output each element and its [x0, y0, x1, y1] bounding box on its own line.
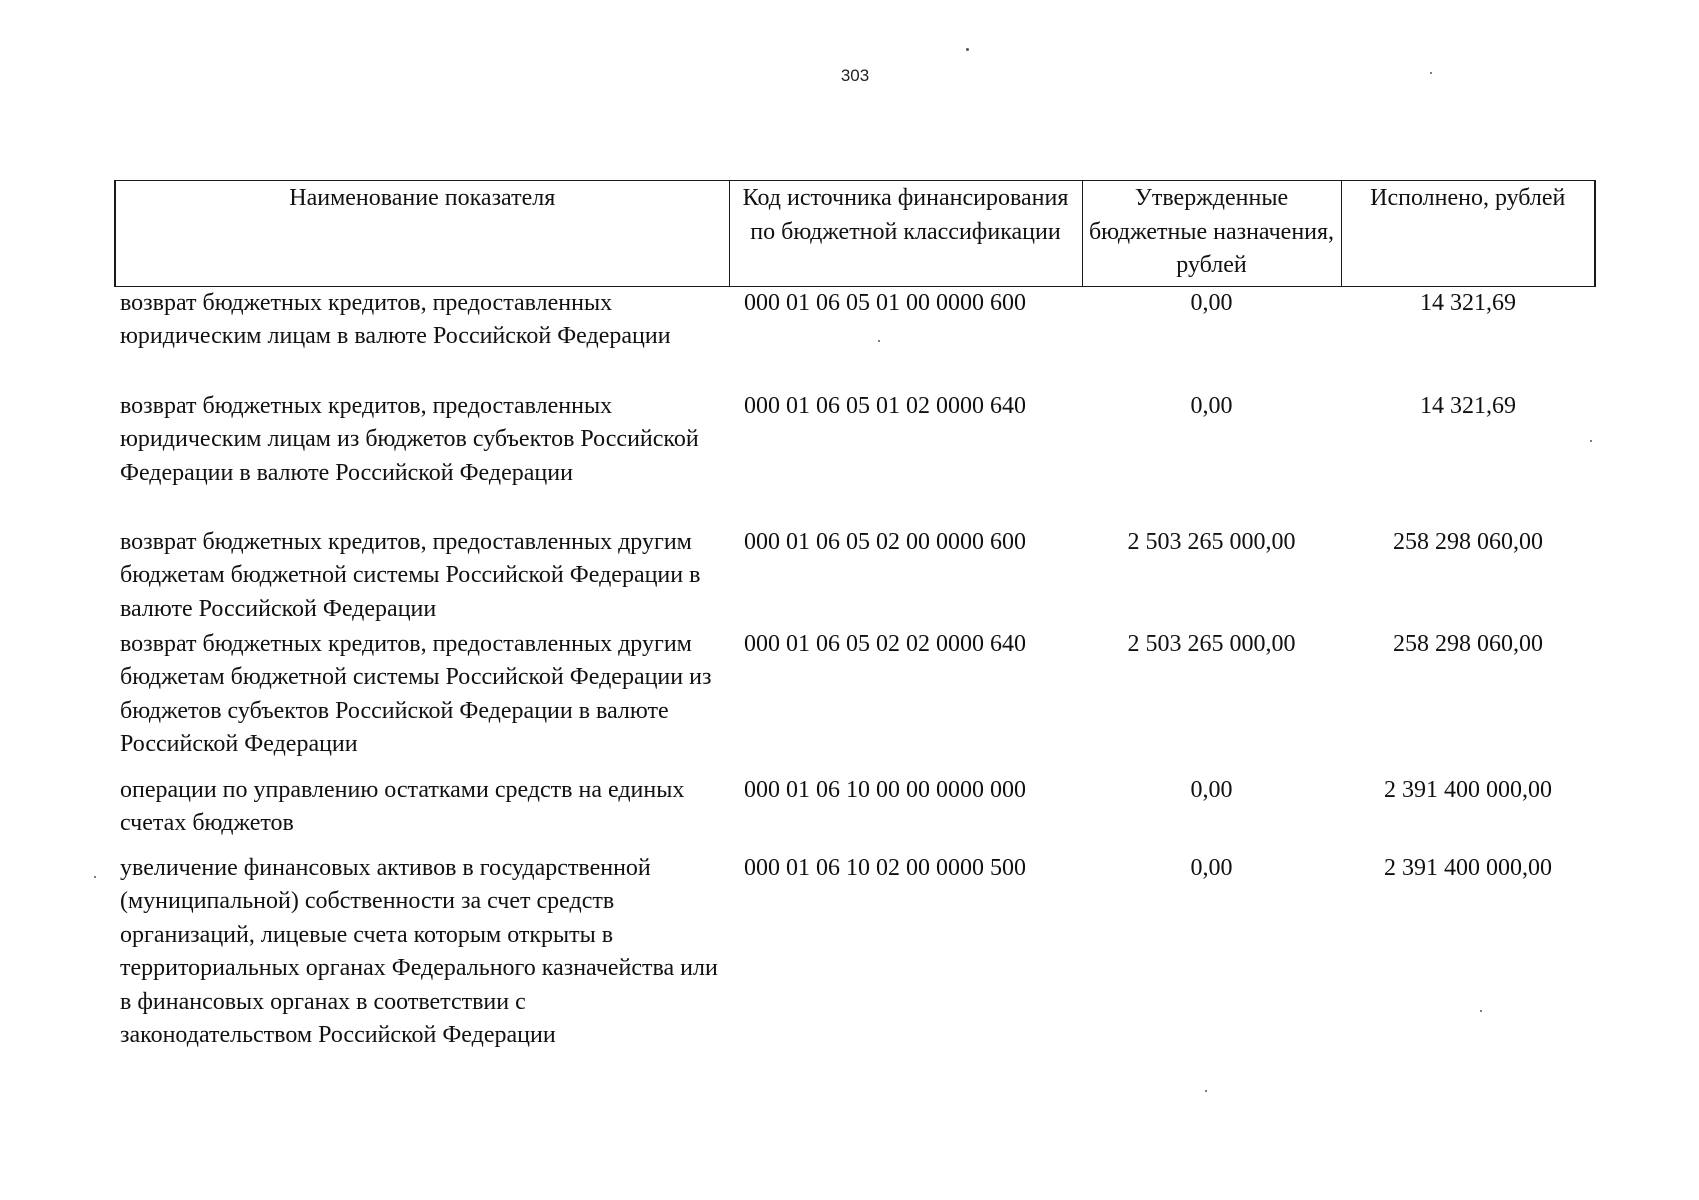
row-executed: 14 321,69 — [1420, 289, 1516, 316]
row-name: возврат бюджетных кредитов, предоставленных юридическим лицам в валюте Российской Федерации — [120, 289, 671, 349]
row-approved: 0,00 — [1190, 854, 1233, 881]
row-executed: 258 298 060,00 — [1393, 630, 1543, 657]
column-header-approved: Утвержденные бюджетные назначения, рублей — [1082, 181, 1341, 287]
scan-speck — [1430, 72, 1432, 74]
budget-table-container — [114, 180, 1594, 1082]
row-code: 000 01 06 10 00 00 0000 000 — [744, 776, 1026, 803]
row-name: возврат бюджетных кредитов, предоставленных другим бюджетам бюджетной системы Российской Федерации из бюджетов субъектов Российской Федерации в валюте Российской Федерации — [120, 630, 712, 757]
column-header-executed: Исполнено, рублей — [1341, 181, 1595, 287]
row-code: 000 01 06 10 02 00 0000 500 — [744, 854, 1026, 881]
row-approved: 0,00 — [1190, 776, 1233, 803]
row-code: 000 01 06 05 01 02 0000 640 — [744, 392, 1026, 419]
row-code: 000 01 06 05 02 02 0000 640 — [744, 630, 1026, 657]
row-approved: 0,00 — [1190, 392, 1233, 419]
column-header-code: Код источника финансирования по бюджетной классификации — [729, 181, 1082, 287]
table-row — [115, 852, 1595, 1082]
budget-sources-table — [114, 180, 1596, 1082]
table-row — [115, 774, 1595, 852]
row-approved: 2 503 265 000,00 — [1127, 630, 1296, 657]
row-executed: 2 391 400 000,00 — [1384, 854, 1552, 881]
table-header — [115, 181, 1595, 287]
table-row — [115, 526, 1595, 628]
table-row — [115, 286, 1595, 390]
row-name: операции по управлению остатками средств на единых счетах бюджетов — [120, 776, 685, 836]
column-header-name: Наименование показателя — [115, 181, 729, 287]
row-executed: 2 391 400 000,00 — [1384, 776, 1552, 803]
row-executed: 258 298 060,00 — [1393, 528, 1543, 555]
table-row — [115, 390, 1595, 526]
scan-speck — [1590, 440, 1592, 442]
header-row — [115, 181, 1595, 287]
scan-speck — [1480, 1010, 1482, 1012]
scan-speck — [94, 876, 96, 878]
scan-speck — [878, 340, 880, 342]
row-name: возврат бюджетных кредитов, предоставленных юридическим лицам из бюджетов субъектов Российской Федерации в валюте Российской Федерации — [120, 392, 699, 486]
row-code: 000 01 06 05 02 00 0000 600 — [744, 528, 1026, 555]
row-name: увеличение финансовых активов в государственной (муниципальной) собственности за счет средств организаций, лицевые счета которым открыты в территориальных органах Федерального казначейства или в финансовых органах в соответствии с законодательством Российской Федерации — [120, 854, 718, 1048]
table-row — [115, 628, 1595, 774]
row-executed: 14 321,69 — [1420, 392, 1516, 419]
row-approved: 2 503 265 000,00 — [1127, 528, 1296, 555]
row-approved: 0,00 — [1190, 289, 1233, 316]
scan-speck — [966, 48, 969, 51]
row-code: 000 01 06 05 01 00 0000 600 — [744, 289, 1026, 316]
row-name: возврат бюджетных кредитов, предоставленных другим бюджетам бюджетной системы Российской Федерации в валюте Российской Федерации — [120, 528, 701, 622]
scan-speck — [1205, 1090, 1207, 1092]
table-body — [115, 286, 1595, 1082]
page-number: 303 — [840, 66, 870, 85]
